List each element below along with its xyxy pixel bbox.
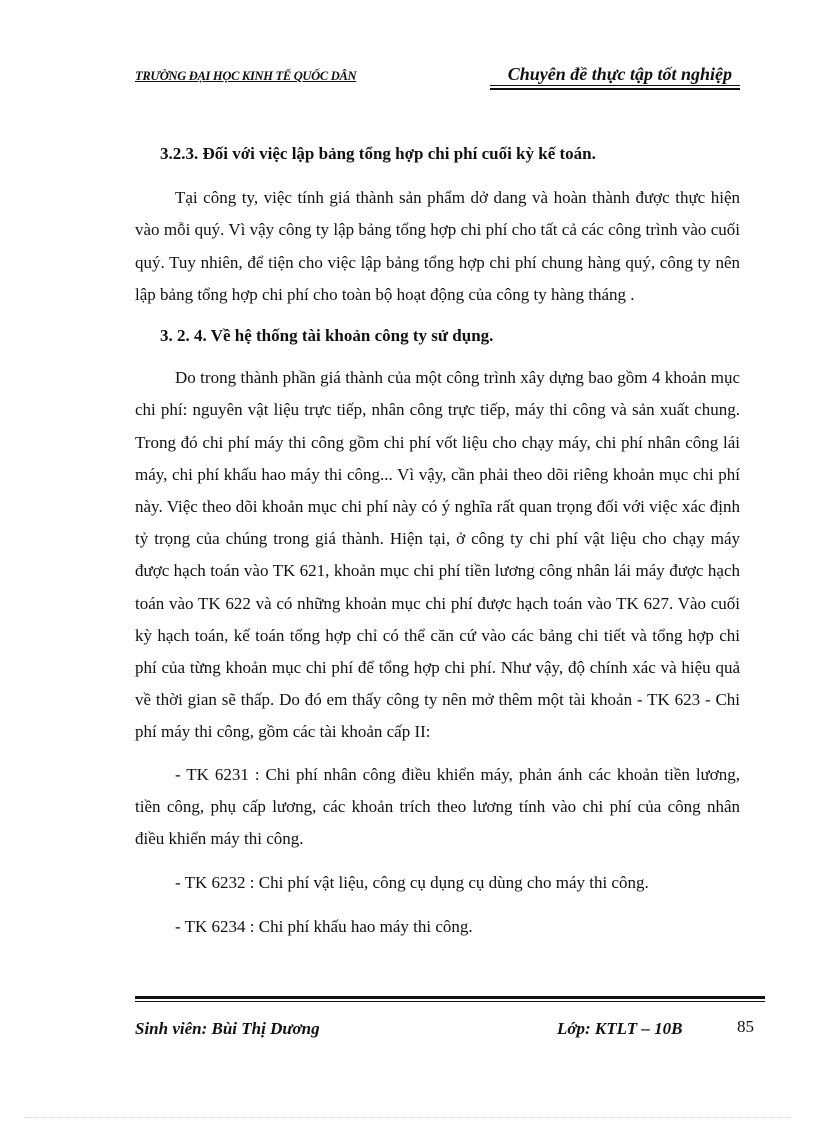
footer-rule	[135, 996, 765, 999]
footer-student-name: Sinh viên: Bùi Thị Dương	[135, 1019, 320, 1038]
account-item-6232: - TK 6232 : Chi phí vật liệu, công cụ dụng cụ dùng cho máy thi công.	[175, 873, 649, 893]
account-item-6231: - TK 6231 : Chi phí nhân công điều khiển máy, phản ánh các khoản tiền lương, tiền công, phụ cấp lương, các khoản trích theo lương tính vào chi phí của công nhân điều khiển máy thi công.	[135, 764, 740, 849]
document-body	[135, 138, 740, 944]
page-number: 85	[737, 1017, 754, 1036]
footer-class: Lớp: KTLT – 10B	[557, 1019, 683, 1038]
page-footer	[135, 1019, 765, 1043]
header-rule	[490, 85, 740, 86]
section-heading-3-2-4: 3. 2. 4. Về hệ thống tài khoản công ty sử dụng.	[160, 326, 494, 346]
header-report-type: Chuyên đề thực tập tốt nghiệp	[507, 64, 732, 84]
section-3-2-4-paragraph: Do trong thành phần giá thành của một công trình xây dựng bao gồm 4 khoản mục chi phí: nguyên vật liệu trực tiếp, nhân công trực tiếp, máy thi công và sản xuất chung. Trong đó chi phí máy thi công gồm chi phí vốt liệu cho chạy máy, chi phí nhân công lái máy, chi phí khấu hao máy thi công... Vì vậy, cần phải theo dõi riêng khoản mục chi phí này. Việc theo dõi khoản mục chi phí này có ý nghĩa rất quan trọng đối với việc xác định tỷ trọng của chúng trong giá thành. Hiện tại, ở công ty chi phí vật liệu cho chạy máy được hạch toán vào TK 621, khoản mục chi phí tiền lương công nhân lái máy được hạch toán vào TK 622 và có những khoản mục chi phí được hạch toán vào TK 627. Vào cuối kỳ hạch toán, kế toán tổng hợp chỉ có thể căn cứ vào các bảng chi tiết và tổng hợp chi phí của từng khoản mục chi phí để tổng hợp chi phí. Như vậy, độ chính xác và hiệu quả về thời gian sẽ thấp. Do đó em thấy công ty nên mở thêm một tài khoản - TK 623 - Chi phí máy thi công, gồm các tài khoản cấp II:	[135, 368, 740, 742]
header-rule-thick	[490, 88, 740, 90]
account-item-6234: - TK 6234 : Chi phí khấu hao máy thi công.	[175, 917, 473, 937]
page-header	[135, 64, 740, 90]
section-3-2-3-paragraph: Tại công ty, việc tính giá thành sản phẩm dở dang và hoàn thành được thực hiện vào mỗi quý. Vì vậy công ty lập bảng tổng hợp chi phí cho tất cả các công trình vào cuối quý. Tuy nhiên, để tiện cho việc lập bảng tổng hợp chi phí chung hàng quý, công ty nên lập bảng tổng hợp chi phí cho toàn bộ hoạt động của công ty hàng tháng .	[135, 188, 740, 304]
section-heading-3-2-3: 3.2.3. Đối với việc lập bảng tổng hợp chi phí cuối kỳ kế toán.	[160, 144, 596, 163]
page-bottom-border	[24, 1117, 792, 1118]
header-university: TRƯỜNG ĐẠI HỌC KINH TẾ QUỐC DÂN	[135, 69, 357, 83]
footer-rule-thin	[135, 1001, 765, 1002]
